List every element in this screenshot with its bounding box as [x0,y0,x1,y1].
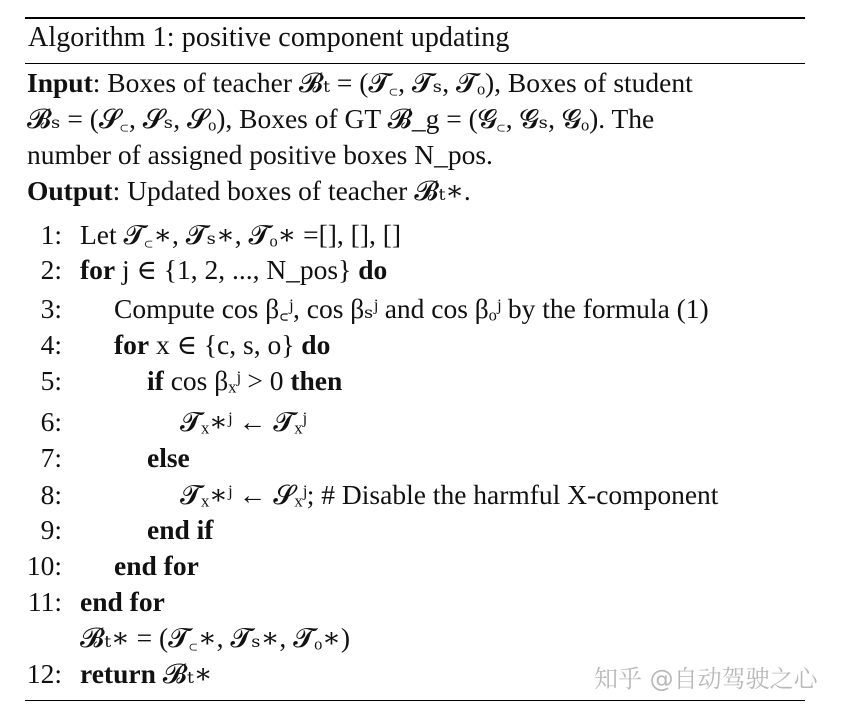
step-content [80,252,387,288]
top-rule [25,17,805,19]
step-number: 5: [40,365,62,396]
step-number: 6: [40,406,62,437]
input-label: Input [27,67,93,98]
step-text: 𝓣ₓ∗ʲ ← 𝓣ₓʲ [180,406,307,437]
step-number: 10: [26,550,62,581]
step-number: 1: [40,219,62,250]
input-line-3: number of assigned positive boxes N_pos. [27,139,493,170]
keyword-end-for: end for [114,550,199,581]
input-line-1 [27,65,693,101]
bottom-rule [25,700,805,701]
keyword-then: then [290,365,343,396]
output-line [27,173,693,209]
input-text-1: : Boxes of teacher 𝓑ₜ = (𝓣꜀, 𝓣ₛ, 𝓣ₒ), Boxes of student [92,67,693,98]
step-text: cos βₓʲ > 0 [163,365,291,396]
keyword-end-if: end if [147,514,214,545]
keyword-for: for [114,329,150,360]
step-text: 𝓑ₜ∗ [155,658,213,689]
output-text: : Updated boxes of teacher 𝓑ₜ∗. [112,175,471,206]
step-number: 2: [40,254,62,285]
step-text: Let 𝓣꜀∗, 𝓣ₛ∗, 𝓣ₒ∗ =[], [], [] [80,219,402,250]
keyword-return: return [80,658,156,689]
keyword-end-for: end for [80,586,165,617]
step-number: 11: [27,586,62,617]
algorithm-title: Algorithm 1: positive component updating [28,22,510,53]
step-text: 𝓑ₜ∗ = (𝓣꜀∗, 𝓣ₛ∗, 𝓣ₒ∗) [80,622,351,653]
title-rule [25,63,805,64]
output-label: Output [27,175,113,206]
step-number: 8: [40,479,62,510]
step-content [147,363,342,399]
watermark: 知乎 @自动驾驶之心 [594,665,818,693]
keyword-else: else [147,442,190,473]
step-text: 𝓣ₓ∗ʲ ← 𝓢ₓʲ; # Disable the harmful X-component [180,479,719,510]
step-text: j ∈ {1, 2, ..., N_pos} [115,254,359,285]
step-number: 9: [40,514,62,545]
step-number: 12: [26,658,62,689]
keyword-if: if [147,365,164,396]
input-line-2: 𝓑ₛ = (𝓢꜀, 𝓢ₛ, 𝓢ₒ), Boxes of GT 𝓑_g = (𝓖꜀, 𝓖ₛ, 𝓖ₒ). The [27,103,655,134]
step-number: 3: [40,293,62,324]
step-content [114,327,330,363]
step-text: x ∈ {c, s, o} [149,329,302,360]
step-number: 4: [40,329,62,360]
keyword-do: do [301,329,331,360]
keyword-do: do [358,254,388,285]
keyword-for: for [80,254,116,285]
step-content [80,656,212,692]
input-block [27,65,693,209]
step-text: Compute cos β꜀ʲ, cos βₛʲ and cos βₒʲ by the formula (1) [114,293,709,324]
step-number: 7: [40,442,62,473]
